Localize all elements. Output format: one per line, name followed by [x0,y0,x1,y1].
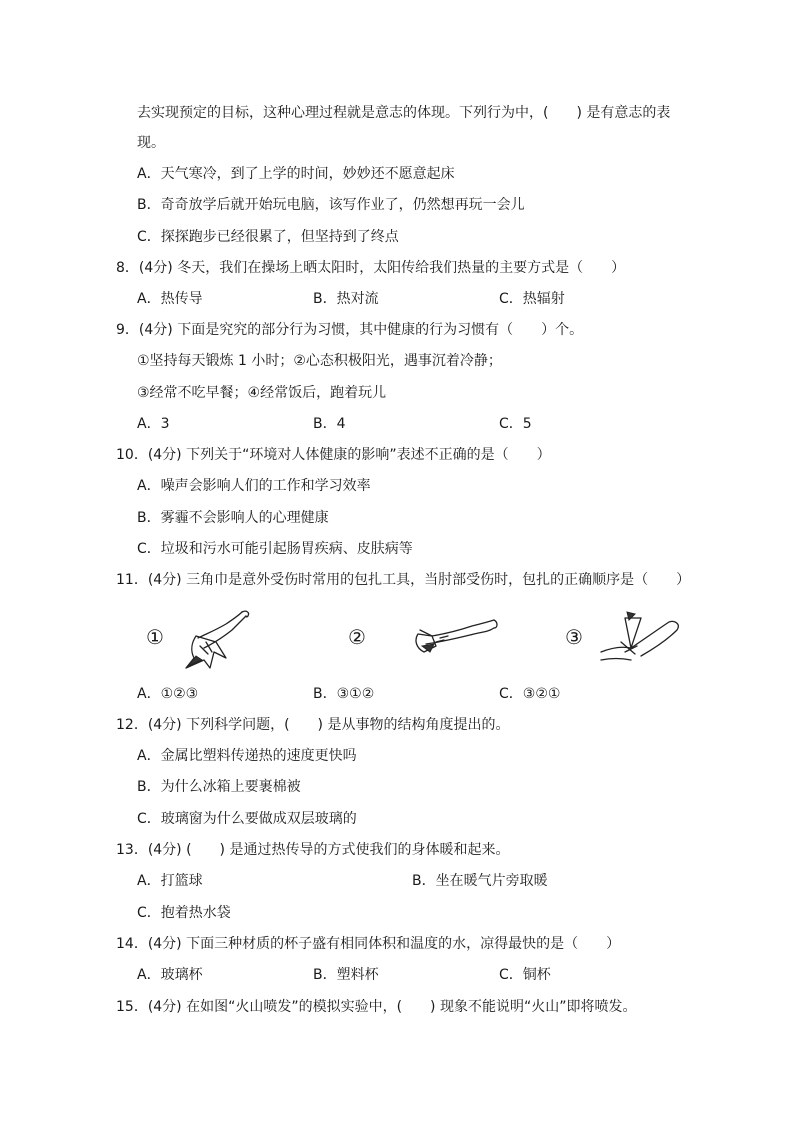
question-7-option-b[interactable]: B．奇奇放学后就开始玩电脑，该写作业了，仍然想再玩一会儿 [137,197,525,213]
question-9-option-c[interactable]: C．5 [499,416,532,432]
question-12-option-a[interactable]: A．金属比塑料传递热的速度更快吗 [137,748,357,764]
arm-bandage-illustration-1 [146,608,256,672]
question-14-option-a[interactable]: A．玻璃杯 [137,967,203,983]
question-11-option-a[interactable]: A．①②③ [137,686,199,702]
question-10-stem: 10．(4分) 下列关于“环境对人体健康的影响”表述不正确的是（ ） [116,447,551,463]
question-7-stem-continued: 去实现预定的目标，这种心理过程就是意志的体现。下列行为中，( ) 是有意志的表 [137,105,671,121]
question-7-stem-end: 现。 [137,135,165,151]
question-15-stem: 15．(4分) 在如图“火山喷发”的模拟实验中，( ) 现象不能说明“火山”即将喷发。 [116,999,637,1015]
question-13-option-b[interactable]: B．坐在暖气片旁取暖 [412,873,548,889]
bandage-step-figure-3 [565,608,685,672]
question-13-stem: 13．(4分) ( ) 是通过热传导的方式使我们的身体暖和起来。 [116,842,510,858]
question-14-option-c[interactable]: C．铜杯 [499,967,551,983]
question-12-option-b[interactable]: B．为什么冰箱上要裹棉被 [137,779,301,795]
question-8-option-c[interactable]: C．热辐射 [499,291,565,307]
question-10-option-a[interactable]: A．噪声会影响人们的工作和学习效率 [137,478,371,494]
question-11-option-b[interactable]: B．③①② [313,686,375,702]
question-8-option-b[interactable]: B．热对流 [313,291,379,307]
bandage-step-figure-2 [348,608,498,672]
question-12-stem: 12．(4分) 下列科学问题，( ) 是从事物的结构角度提出的。 [116,717,510,733]
bandage-step-figure-1 [146,608,256,672]
figure-number-2: ② [348,625,366,649]
question-9-option-b[interactable]: B．4 [313,416,346,432]
question-14-stem: 14．(4分) 下面三种材质的杯子盛有相同体积和温度的水，凉得最快的是（ ） [116,936,621,952]
question-14-option-b[interactable]: B．塑料杯 [313,967,379,983]
question-10-option-c[interactable]: C．垃圾和污水可能引起肠胃疾病、皮肤病等 [137,541,413,557]
question-13-option-a[interactable]: A．打篮球 [137,873,203,889]
arm-bandage-illustration-3 [565,608,685,672]
question-9-habits-line-1: ①坚持每天锻炼 1 小时；②心态积极阳光，遇事沉着冷静； [137,353,502,369]
question-12-option-c[interactable]: C．玻璃窗为什么要做成双层玻璃的 [137,811,357,827]
question-11-stem: 11．(4分) 三角巾是意外受伤时常用的包扎工具，当肘部受伤时，包扎的正确顺序是（ ） [116,572,691,588]
arm-bandage-illustration-2 [348,608,498,672]
figure-number-3: ③ [565,625,583,649]
question-9-option-a[interactable]: A．3 [137,416,170,432]
question-13-option-c[interactable]: C．抱着热水袋 [137,905,231,921]
question-9-stem: 9．(4分) 下面是究究的部分行为习惯，其中健康的行为习惯有（ ）个。 [116,322,584,338]
question-10-option-b[interactable]: B．雾霾不会影响人的心理健康 [137,510,329,526]
question-7-option-a[interactable]: A．天气寒冷，到了上学的时间，妙妙还不愿意起床 [137,166,455,182]
question-8-stem: 8．(4分) 冬天，我们在操场上晒太阳时，太阳传给我们热量的主要方式是（ ） [116,260,626,276]
question-8-option-a[interactable]: A．热传导 [137,291,203,307]
question-11-option-c[interactable]: C．③②① [499,686,561,702]
figure-number-1: ① [146,625,164,649]
question-9-habits-line-2: ③经常不吃早餐；④经常饭后，跑着玩儿 [137,385,387,401]
question-7-option-c[interactable]: C．探探跑步已经很累了，但坚持到了终点 [137,229,399,245]
